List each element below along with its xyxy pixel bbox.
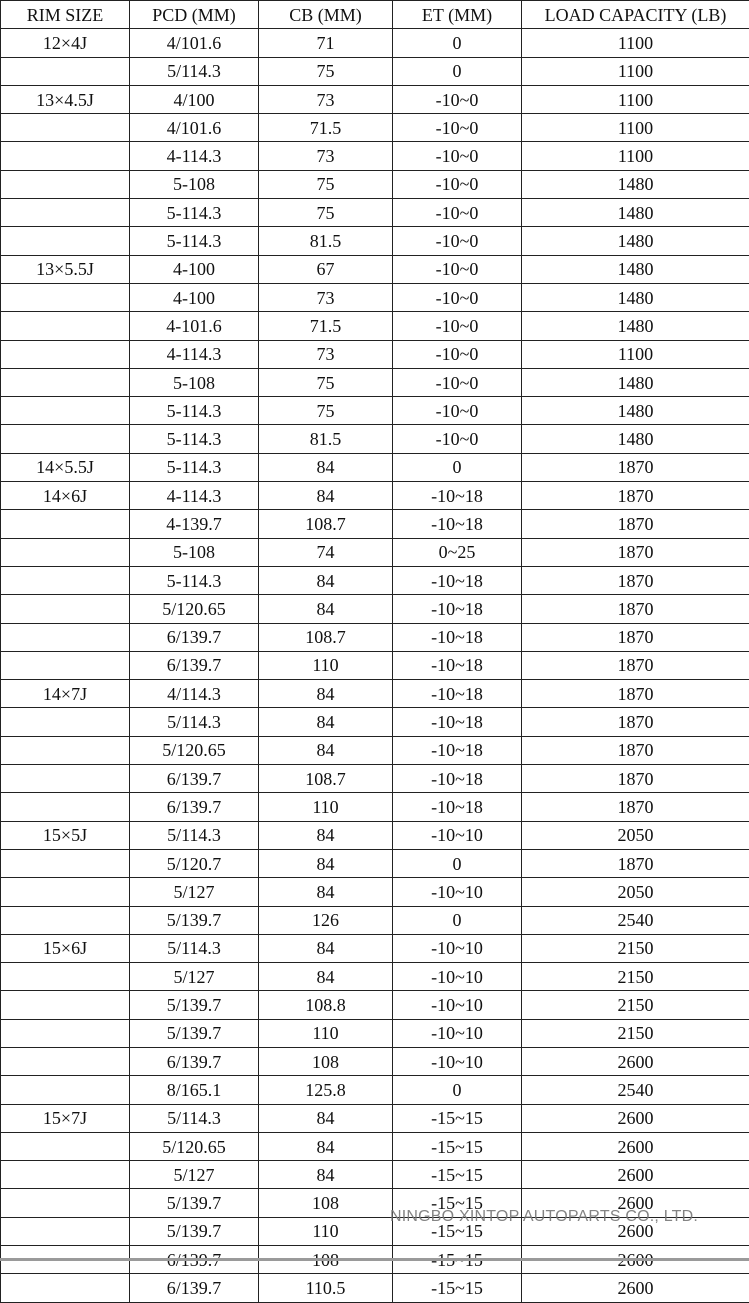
rim-size-cell [1, 963, 130, 991]
load-capacity-cell: 1870 [522, 510, 749, 538]
et-cell: -15~15 [393, 1274, 522, 1302]
cb-cell: 110 [259, 651, 393, 679]
header-pcd: PCD (MM) [130, 1, 259, 29]
cb-cell: 84 [259, 849, 393, 877]
load-capacity-cell: 1870 [522, 538, 749, 566]
table-row [1, 312, 749, 340]
rim-size-cell [1, 425, 130, 453]
cb-cell: 84 [259, 566, 393, 594]
pcd-cell: 5-114.3 [130, 566, 259, 594]
table-row [1, 227, 749, 255]
pcd-cell: 5-114.3 [130, 397, 259, 425]
rim-size-cell: 15×6J [1, 934, 130, 962]
cb-cell: 110.5 [259, 1274, 393, 1302]
rim-size-cell [1, 651, 130, 679]
cb-cell: 84 [259, 963, 393, 991]
rim-size-cell [1, 878, 130, 906]
table-row [1, 453, 749, 481]
header-cb: CB (MM) [259, 1, 393, 29]
pcd-cell: 5/120.65 [130, 1132, 259, 1160]
load-capacity-cell: 2050 [522, 821, 749, 849]
et-cell: -10~0 [393, 227, 522, 255]
table-row [1, 1019, 749, 1047]
pcd-cell: 5/127 [130, 963, 259, 991]
table-row [1, 1274, 749, 1302]
rim-size-cell [1, 1047, 130, 1075]
load-capacity-cell: 2600 [522, 1161, 749, 1189]
table-row [1, 1161, 749, 1189]
pcd-cell: 8/165.1 [130, 1076, 259, 1104]
load-capacity-cell: 1870 [522, 736, 749, 764]
pcd-cell: 6/139.7 [130, 623, 259, 651]
rim-size-cell [1, 765, 130, 793]
et-cell: -10~18 [393, 765, 522, 793]
cb-cell: 81.5 [259, 227, 393, 255]
pcd-cell: 6/139.7 [130, 1047, 259, 1075]
et-cell: -10~18 [393, 623, 522, 651]
et-cell: -10~0 [393, 397, 522, 425]
cb-cell: 110 [259, 1019, 393, 1047]
et-cell: -10~10 [393, 1019, 522, 1047]
pcd-cell: 5/139.7 [130, 1019, 259, 1047]
pcd-cell: 5-108 [130, 368, 259, 396]
cb-cell: 73 [259, 340, 393, 368]
cb-cell: 73 [259, 142, 393, 170]
rim-size-cell: 14×5.5J [1, 453, 130, 481]
cb-cell: 108.7 [259, 765, 393, 793]
table-row [1, 963, 749, 991]
et-cell: -10~10 [393, 878, 522, 906]
load-capacity-cell: 1480 [522, 227, 749, 255]
load-capacity-cell: 2150 [522, 963, 749, 991]
table-row [1, 368, 749, 396]
et-cell: -10~0 [393, 368, 522, 396]
table-row [1, 283, 749, 311]
load-capacity-cell: 1480 [522, 283, 749, 311]
rim-size-cell: 15×5J [1, 821, 130, 849]
pcd-cell: 5/139.7 [130, 991, 259, 1019]
rim-size-cell [1, 1019, 130, 1047]
load-capacity-cell: 2600 [522, 1132, 749, 1160]
pcd-cell: 4-114.3 [130, 340, 259, 368]
cb-cell: 84 [259, 680, 393, 708]
et-cell: -10~18 [393, 793, 522, 821]
rim-size-cell [1, 1189, 130, 1217]
pcd-cell: 4-139.7 [130, 510, 259, 538]
cb-cell: 84 [259, 821, 393, 849]
et-cell: -10~0 [393, 199, 522, 227]
load-capacity-cell: 2600 [522, 1189, 749, 1217]
pcd-cell: 4/100 [130, 85, 259, 113]
rim-size-cell: 14×7J [1, 680, 130, 708]
load-capacity-cell: 2540 [522, 906, 749, 934]
et-cell: -10~18 [393, 595, 522, 623]
table-row [1, 1104, 749, 1132]
pcd-cell: 5/114.3 [130, 821, 259, 849]
rim-size-cell [1, 1132, 130, 1160]
et-cell: -10~18 [393, 736, 522, 764]
table-row [1, 595, 749, 623]
cb-cell: 71.5 [259, 114, 393, 142]
pcd-cell: 5-114.3 [130, 199, 259, 227]
rim-size-cell [1, 1274, 130, 1302]
et-cell: -15~15 [393, 1132, 522, 1160]
load-capacity-cell: 1870 [522, 708, 749, 736]
rim-size-cell: 15×7J [1, 1104, 130, 1132]
rim-size-cell [1, 142, 130, 170]
cb-cell: 108.7 [259, 510, 393, 538]
pcd-cell: 5/139.7 [130, 1189, 259, 1217]
load-capacity-cell: 1870 [522, 651, 749, 679]
pcd-cell: 5/139.7 [130, 906, 259, 934]
rim-size-cell [1, 906, 130, 934]
pcd-cell: 5-114.3 [130, 425, 259, 453]
table-row [1, 623, 749, 651]
cb-cell: 108 [259, 1189, 393, 1217]
load-capacity-cell: 1480 [522, 368, 749, 396]
et-cell: -15~15 [393, 1104, 522, 1132]
rim-size-cell: 14×6J [1, 482, 130, 510]
et-cell: 0 [393, 849, 522, 877]
rim-size-cell [1, 623, 130, 651]
cb-cell: 108.8 [259, 991, 393, 1019]
cb-cell: 84 [259, 934, 393, 962]
table-row [1, 991, 749, 1019]
et-cell: -10~18 [393, 510, 522, 538]
cb-cell: 84 [259, 878, 393, 906]
load-capacity-cell: 1870 [522, 482, 749, 510]
rim-size-cell [1, 566, 130, 594]
pcd-cell: 5/114.3 [130, 1104, 259, 1132]
et-cell: -10~0 [393, 85, 522, 113]
table-row [1, 765, 749, 793]
load-capacity-cell: 1870 [522, 765, 749, 793]
rim-size-cell [1, 736, 130, 764]
cb-cell: 71 [259, 29, 393, 57]
et-cell: -15~15 [393, 1161, 522, 1189]
et-cell: -10~0 [393, 283, 522, 311]
pcd-cell: 4/114.3 [130, 680, 259, 708]
load-capacity-cell: 1870 [522, 680, 749, 708]
load-capacity-cell: 2150 [522, 991, 749, 1019]
et-cell: -10~10 [393, 821, 522, 849]
table-row [1, 29, 749, 57]
pcd-cell: 6/139.7 [130, 765, 259, 793]
load-capacity-cell: 2540 [522, 1076, 749, 1104]
load-capacity-cell: 2600 [522, 1047, 749, 1075]
et-cell: 0 [393, 906, 522, 934]
load-capacity-cell: 1870 [522, 595, 749, 623]
table-row [1, 57, 749, 85]
cb-cell: 126 [259, 906, 393, 934]
table-row [1, 906, 749, 934]
cb-cell: 110 [259, 793, 393, 821]
load-capacity-cell: 2150 [522, 1019, 749, 1047]
cb-cell: 73 [259, 85, 393, 113]
table-row [1, 1047, 749, 1075]
pcd-cell: 5/120.65 [130, 736, 259, 764]
load-capacity-cell: 1100 [522, 114, 749, 142]
cb-cell: 75 [259, 368, 393, 396]
load-capacity-cell: 1870 [522, 623, 749, 651]
et-cell: -10~0 [393, 312, 522, 340]
header-row [1, 1, 749, 29]
cb-cell: 75 [259, 57, 393, 85]
table-row [1, 793, 749, 821]
rim-size-cell [1, 227, 130, 255]
table-row [1, 1132, 749, 1160]
pcd-cell: 5/139.7 [130, 1217, 259, 1245]
cb-cell: 84 [259, 1161, 393, 1189]
load-capacity-cell: 1870 [522, 793, 749, 821]
load-capacity-cell: 1870 [522, 566, 749, 594]
load-capacity-cell: 1480 [522, 170, 749, 198]
pcd-cell: 5/114.3 [130, 934, 259, 962]
et-cell: -10~18 [393, 651, 522, 679]
table-row [1, 255, 749, 283]
cb-cell: 71.5 [259, 312, 393, 340]
pcd-cell: 5-114.3 [130, 453, 259, 481]
table-row [1, 199, 749, 227]
table-row [1, 142, 749, 170]
et-cell: 0 [393, 1076, 522, 1104]
rim-size-cell [1, 340, 130, 368]
table-row [1, 1076, 749, 1104]
et-cell: -15~15 [393, 1217, 522, 1245]
rim-size-cell [1, 1076, 130, 1104]
et-cell: -10~10 [393, 934, 522, 962]
et-cell: -10~0 [393, 142, 522, 170]
table-row [1, 708, 749, 736]
cb-cell: 84 [259, 1104, 393, 1132]
table-row [1, 510, 749, 538]
load-capacity-cell: 2600 [522, 1217, 749, 1245]
table-row [1, 651, 749, 679]
et-cell: -10~10 [393, 1047, 522, 1075]
pcd-cell: 4-100 [130, 255, 259, 283]
cb-cell: 74 [259, 538, 393, 566]
cb-cell: 75 [259, 397, 393, 425]
load-capacity-cell: 1100 [522, 29, 749, 57]
header-load-capacity: LOAD CAPACITY (LB) [522, 1, 749, 29]
load-capacity-cell: 2600 [522, 1104, 749, 1132]
et-cell: -10~0 [393, 340, 522, 368]
cb-cell: 84 [259, 736, 393, 764]
cb-cell: 81.5 [259, 425, 393, 453]
table-row [1, 538, 749, 566]
cb-cell: 125.8 [259, 1076, 393, 1104]
rim-size-cell [1, 199, 130, 227]
rim-size-cell [1, 793, 130, 821]
et-cell: -10~0 [393, 425, 522, 453]
bottom-rule [0, 1258, 749, 1261]
rim-size-cell [1, 368, 130, 396]
cb-cell: 84 [259, 482, 393, 510]
rim-size-cell [1, 1161, 130, 1189]
rim-size-cell [1, 114, 130, 142]
rim-size-cell [1, 708, 130, 736]
et-cell: 0 [393, 29, 522, 57]
table-row [1, 821, 749, 849]
rim-size-cell [1, 1217, 130, 1245]
et-cell: -15~15 [393, 1189, 522, 1217]
pcd-cell: 4-114.3 [130, 482, 259, 510]
rim-size-cell [1, 57, 130, 85]
rim-size-cell: 13×4.5J [1, 85, 130, 113]
rim-size-cell [1, 510, 130, 538]
load-capacity-cell: 2050 [522, 878, 749, 906]
table-row [1, 425, 749, 453]
et-cell: 0 [393, 453, 522, 481]
pcd-cell: 6/139.7 [130, 1274, 259, 1302]
pcd-cell: 6/139.7 [130, 651, 259, 679]
table-row [1, 114, 749, 142]
et-cell: 0~25 [393, 538, 522, 566]
table-row [1, 680, 749, 708]
load-capacity-cell: 1480 [522, 199, 749, 227]
pcd-cell: 5/127 [130, 1161, 259, 1189]
pcd-cell: 4/101.6 [130, 29, 259, 57]
pcd-cell: 5/120.7 [130, 849, 259, 877]
load-capacity-cell: 1480 [522, 312, 749, 340]
et-cell: -10~10 [393, 991, 522, 1019]
cb-cell: 108.7 [259, 623, 393, 651]
rim-size-cell [1, 397, 130, 425]
rim-size-cell [1, 849, 130, 877]
et-cell: -10~0 [393, 255, 522, 283]
pcd-cell: 6/139.7 [130, 793, 259, 821]
pcd-cell: 5-108 [130, 170, 259, 198]
rim-size-cell [1, 991, 130, 1019]
table-row [1, 482, 749, 510]
rim-size-cell [1, 170, 130, 198]
cb-cell: 67 [259, 255, 393, 283]
rim-size-cell: 13×5.5J [1, 255, 130, 283]
table-row [1, 566, 749, 594]
cb-cell: 84 [259, 595, 393, 623]
load-capacity-cell: 1480 [522, 255, 749, 283]
table-row [1, 849, 749, 877]
table-row [1, 85, 749, 113]
pcd-cell: 4-101.6 [130, 312, 259, 340]
et-cell: 0 [393, 57, 522, 85]
et-cell: -10~18 [393, 482, 522, 510]
table-row [1, 340, 749, 368]
pcd-cell: 5/120.65 [130, 595, 259, 623]
cb-cell: 84 [259, 708, 393, 736]
rim-size-cell [1, 312, 130, 340]
load-capacity-cell: 1480 [522, 425, 749, 453]
rim-size-cell [1, 595, 130, 623]
table-row [1, 878, 749, 906]
pcd-cell: 4-114.3 [130, 142, 259, 170]
cb-cell: 84 [259, 453, 393, 481]
rim-size-cell [1, 538, 130, 566]
table-body [1, 29, 749, 1302]
et-cell: -10~18 [393, 708, 522, 736]
et-cell: -10~18 [393, 566, 522, 594]
header-rim-size: RIM SIZE [1, 1, 130, 29]
load-capacity-cell: 1100 [522, 340, 749, 368]
et-cell: -10~0 [393, 114, 522, 142]
rim-size-cell: 12×4J [1, 29, 130, 57]
table-row [1, 397, 749, 425]
et-cell: -10~18 [393, 680, 522, 708]
et-cell: -10~0 [393, 170, 522, 198]
load-capacity-cell: 1870 [522, 453, 749, 481]
pcd-cell: 5/114.3 [130, 708, 259, 736]
load-capacity-cell: 1100 [522, 57, 749, 85]
header-et: ET (MM) [393, 1, 522, 29]
rim-size-cell [1, 283, 130, 311]
cb-cell: 75 [259, 199, 393, 227]
cb-cell: 75 [259, 170, 393, 198]
company-watermark: NINGBO XINTOP AUTOPARTS CO., LTD. [390, 1208, 698, 1226]
cb-cell: 110 [259, 1217, 393, 1245]
load-capacity-cell: 1870 [522, 849, 749, 877]
cb-cell: 84 [259, 1132, 393, 1160]
pcd-cell: 4/101.6 [130, 114, 259, 142]
cb-cell: 73 [259, 283, 393, 311]
load-capacity-cell: 1480 [522, 397, 749, 425]
pcd-cell: 5/127 [130, 878, 259, 906]
table-row [1, 736, 749, 764]
load-capacity-cell: 1100 [522, 142, 749, 170]
cb-cell: 108 [259, 1047, 393, 1075]
pcd-cell: 5/114.3 [130, 57, 259, 85]
load-capacity-cell: 1100 [522, 85, 749, 113]
pcd-cell: 5-108 [130, 538, 259, 566]
load-capacity-cell: 2600 [522, 1274, 749, 1302]
et-cell: -10~10 [393, 963, 522, 991]
table-row [1, 170, 749, 198]
pcd-cell: 5-114.3 [130, 227, 259, 255]
pcd-cell: 4-100 [130, 283, 259, 311]
table-header [1, 1, 749, 29]
load-capacity-cell: 2150 [522, 934, 749, 962]
table-row [1, 934, 749, 962]
